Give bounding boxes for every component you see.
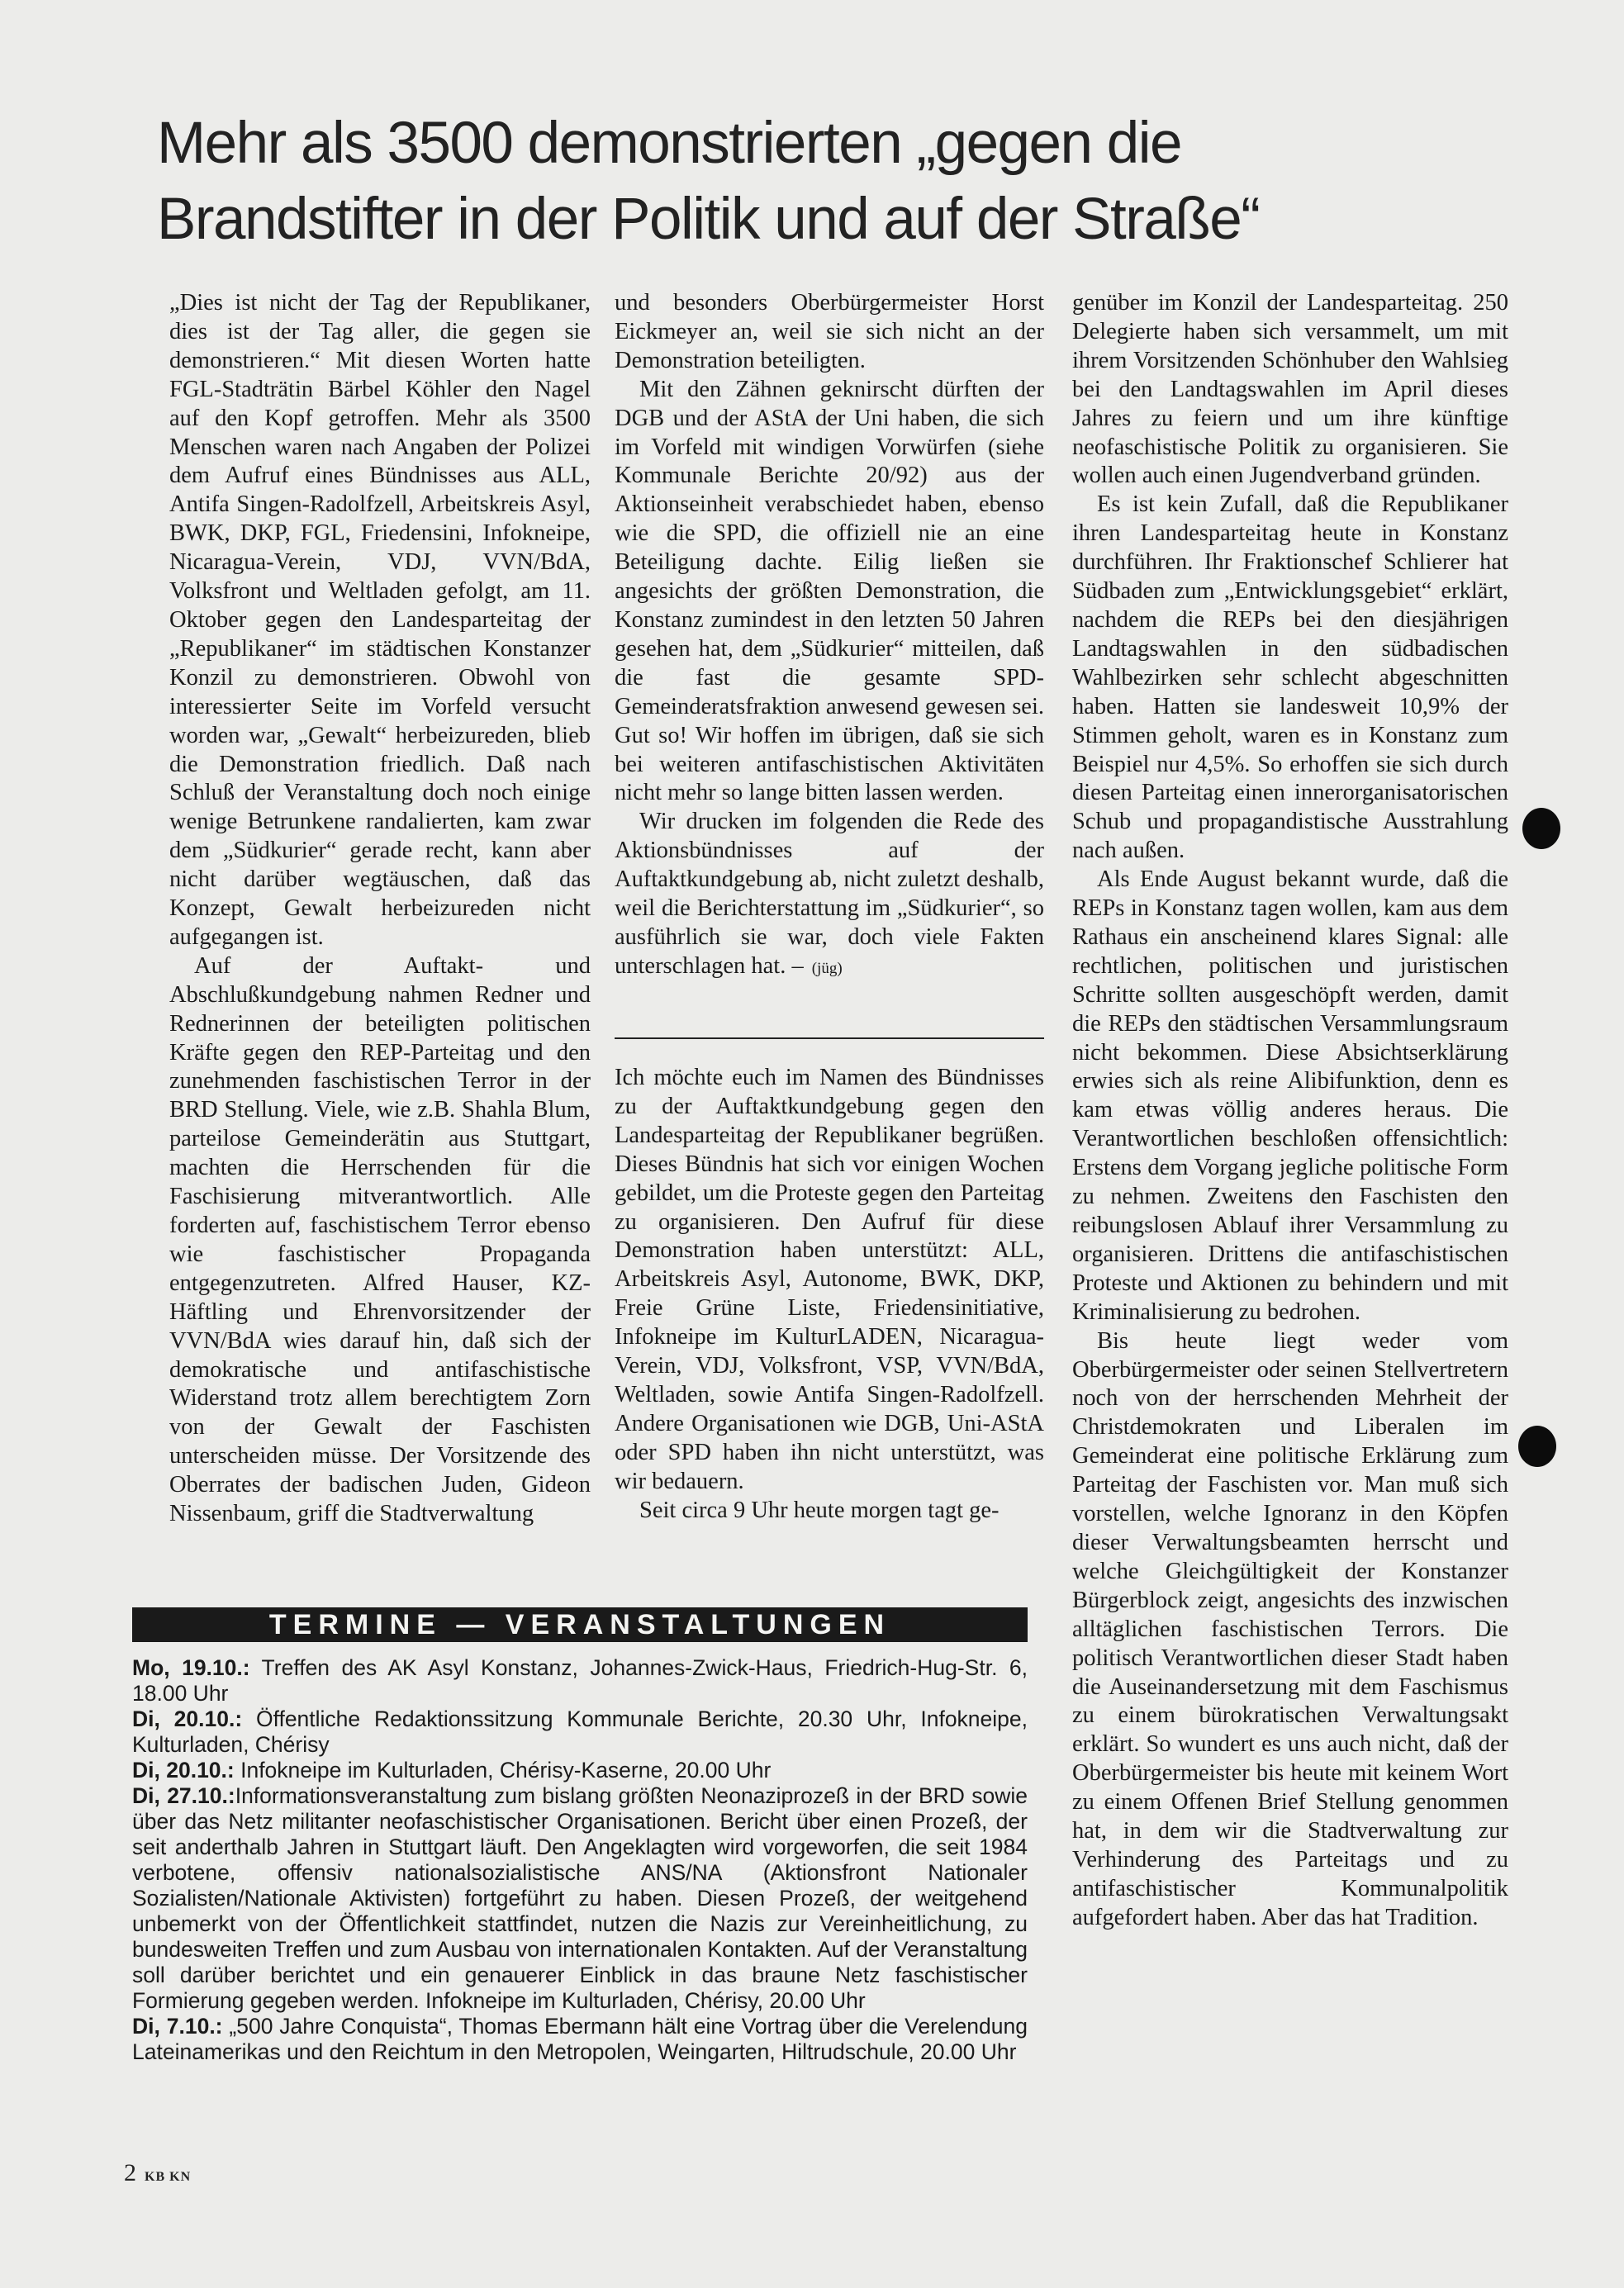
article-paragraph: [615, 808, 1044, 983]
article-paragraph: Es ist kein Zufall, daß die Republikaner ihren Landesparteitag heute in Konstanz durchführen. Ihr Fraktionschef Schlierer hat Südbaden zum „Entwicklungsgebiet“ erklärt, nachdem die REPs bei den diesjährigen Landtagswahlen in den südbadischen Wahlbezirken sehr schlecht abgeschnitten haben. Hatten sie landesweit 10,9% der Stimmen geholt, waren es in Konstanz zum Beispiel nur 4,5%. So erhoffen sie sich durch diesen Parteitag einen innerorganisatorischen Schub und propagandistische Ausstrahlung nach außen.: [1072, 491, 1508, 864]
events-heading-bar: [132, 1607, 1028, 1642]
event-text: Treffen des AK Asyl Konstanz, Johannes-Zwick-Haus, Friedrich-Hug-Str. 6, 18.00 Uhr: [132, 1655, 1028, 1706]
event-item: [132, 1783, 1028, 2014]
article-paragraph: „Dies ist nicht der Tag der Republikaner, dies ist der Tag aller, die gegen sie demonstrieren.“ Mit diesen Worten hatte FGL-Stadträtin Bärbel Köhler den Nagel auf den Kopf getroffen. Mehr als 3500 Menschen waren nach Angaben der Polizei dem Aufruf eines Bündnisses aus ALL, Antifa Singen-Radolfzell, Arbeitskreis Asyl, BWK, DKP, FGL, Friedensini, Infokneipe, Nicaragua-Verein, VDJ, VVN/BdA, Volksfront und Weltladen gefolgt, am 11. Oktober gegen den Landesparteitag der „Republikaner“ im städtischen Konstanzer Konzil zu demonstrieren. Obwohl von interessierter Seite im Vorfeld versucht worden war, „Gewalt“ herbeizureden, blieb die Demonstration friedlich. Daß nach Schluß der Veranstaltung doch noch einige wenige Betrunkene randalierten, kam zwar dem „Südkurier“ gerade recht, kann aber nicht darüber wegtäuschen, daß das Konzept, Gewalt herbeizureden nicht aufgegangen ist.: [169, 290, 591, 950]
event-date: Di, 20.10.:: [132, 1707, 243, 1731]
event-item: [132, 1655, 1028, 1707]
article-paragraph: Als Ende August bekannt wurde, daß die REPs in Konstanz tagen wollen, kam aus dem Rathaus ein anscheinend klares Signal: alle rechtlichen, politischen und juristischen Schritte sollten ausgeschöpft werden, damit die REPs den städtischen Versammlungsraum nicht bekommen. Diese Absichtserklärung erwies sich als reine Alibifunktion, denn es kam etwas völlig anderes heraus. Die Verantwortlichen beschloßen offensichtlich: Erstens dem Vorgang jegliche politische Form zu nehmen. Zweitens den Faschisten den reibungslosen Ablauf ihrer Versammlung zu organisieren. Drittens die antifaschistischen Proteste und Aktionen zu behindern und mit Kriminalisierung zu bedrohen.: [1072, 866, 1508, 1325]
author-byline: (jüg): [811, 959, 843, 977]
article-paragraph-text: Wir drucken im folgenden die Rede des Aktionsbündnisses auf der Auftaktkundgebung ab, nicht zuletzt deshalb, weil die Berichterstattung im „Südkurier“, so ausführlich sie war, doch viele Fakten unterschlagen hat. –: [615, 809, 1044, 979]
article-paragraph: und besonders Oberbürgermeister Horst Eickmeyer an, weil sie sich nicht an der Demonstration beteiligten.: [615, 290, 1044, 373]
headline-line-1: Mehr als 3500 demonstrierten „gegen die: [157, 111, 1181, 176]
event-date: Mo, 19.10.:: [132, 1655, 250, 1680]
section-divider: [615, 1037, 1044, 1039]
speech-paragraph: Seit circa 9 Uhr heute morgen tagt ge-: [639, 1497, 1000, 1523]
article-paragraph: Bis heute liegt weder vom Oberbürgermeister oder seinen Stellvertretern noch von der herrschenden Mehrheit der Christdemokraten und Liberalen im Gemeinderat eine politische Erklärung zum Parteitag der Faschisten vor. Man muß sich vorstellen, welche Ignoranz in den Köpfen dieser Verwaltungsbeamten herrscht und welche Gleichgültigkeit der Konstanzer Bürgerblock zeigt, angesichts des inzwischen alltäglichen faschistischen Terrors. Die politisch Verantwortlichen dieser Stadt haben die Auseinandersetzung mit dem Faschismus zu einem bürokratischen Verwaltungsakt erklärt. So wundert es uns auch nicht, daß der Oberbürgermeister bis heute mit keinem Wort zu einem Offenen Brief Stellung genommen hat, in dem wir die Stadtverwaltung zur Verhinderung des Parteitags und zu antifaschistischer Kommunalpolitik aufgefordert haben. Aber das hat Tradition.: [1072, 1327, 1508, 1930]
events-heading: TERMINE — VERANSTALTUNGEN: [268, 1608, 891, 1640]
speech-paragraph: Ich möchte euch im Namen des Bündnisses zu der Auftaktkundgebung gegen den Landesparteitag der Republikaner begrüßen. Dieses Bündnis hat sich vor einigen Wochen gebildet, um die Proteste gegen den Parteitag zu organisieren. Den Aufruf für diese Demonstration haben unterstützt: ALL, Arbeitskreis Asyl, Autonome, BWK, DKP, Freie Grüne Liste, Friedensinitiative, Infokneipe im KulturLADEN, Nicaragua-Verein, VDJ, Volksfront, VSP, VVN/BdA, Weltladen, sowie Antifa Singen-Radolfzell. Andere Organisationen wie DGB, Uni-AStA oder SPD haben ihn nicht unterstützt, was wir bedauern.: [615, 1065, 1044, 1494]
article-column-2: [615, 289, 1044, 984]
article-paragraph: Mit den Zähnen geknirscht dürften der DGB und der AStA der Uni haben, die sich im Vorfeld mit windigen Vorwürfen (siehe Kommunale Berichte 20/92) aus der Aktionseinheit verabschiedet haben, ebenso wie die SPD, die offiziell nie an eine Beteiligung dachte. Eilig ließen sie angesichts der größten Demonstration, die Konstanz zumindest in den letzten 50 Jahren gesehen hat, dem „Südkurier“ mitteilen, daß die fast die gesamte SPD-Gemeinderatsfraktion anwesend gewesen sei. Gut so! Wir hoffen im übrigen, daß sie sich bei weiteren antifaschistischen Aktivitäten nicht mehr so lange bitten lassen werden.: [615, 376, 1044, 806]
article-column-1: [169, 289, 591, 1529]
event-date: Di, 7.10.:: [132, 2014, 223, 2039]
event-text: „500 Jahre Conquista“, Thomas Ebermann hält eine Vortrag über die Verelendung Lateinamerikas und den Reichtum in den Metropolen, Weingarten, Hiltrudschule, 20.00 Uhr: [132, 2014, 1028, 2064]
page-number: 2: [124, 2159, 136, 2186]
events-list: [132, 1655, 1028, 2065]
article-paragraph: Auf der Auftakt- und Abschlußkundgebung nahmen Redner und Rednerinnen der beteiligten politischen Kräfte gegen den REP-Parteitag und den zunehmenden faschistischen Terror in der BRD Stellung. Viele, wie z.B. Shahla Blum, parteilose Gemeinderätin aus Stuttgart, machten die Herrschenden für die Faschisierung mitverantwortlich. Alle forderten auf, faschistischem Terror ebenso wie faschistischer Propaganda entgegenzutreten. Alfred Hauser, KZ-Häftling und Ehrenvorsitzender der VVN/BdA wies darauf hin, daß sich der demokratische und antifaschistische Widerstand trotz allem berechtigtem Zorn von der Gewalt der Faschisten unterscheiden müsse. Der Vorsitzende des Oberrates der badischen Juden, Gideon Nissenbaum, griff die Stadtverwaltung: [169, 952, 591, 1527]
headline: [157, 106, 1512, 258]
event-item: [132, 1707, 1028, 1758]
event-text: Informationsveranstaltung zum bislang größten Neonaziprozeß in der BRD sowie über das Netz militanter neofaschistischer Organisationen. Bericht über einen Prozeß, der seit anderthalb Jahren in Stuttgart läuft. Den Angeklagten wird vorgeworfen, die seit 1984 verbotene, offensiv nationalsozialistische ANS/NA (Aktionsfront Nationaler Sozialisten/Nationale Aktivisten) fortgeführt zu haben. Diesen Prozeß, der weitgehend unbemerkt von der Öffentlichkeit stattfindet, nutzen die Nazis zur Vereinheitlichung, zu bundesweiten Treffen und zum Ausbau von internationalen Kontakten. Auf der Veranstaltung soll darüber berichtet und ein genauerer Einblick in das braune Netz faschistischer Formierung gegeben werden. Infokneipe im Kulturladen, Chérisy, 20.00 Uhr: [132, 1783, 1028, 2013]
page-footer: [124, 2159, 191, 2187]
speech-column: [615, 1064, 1044, 1526]
publication-label: KB KN: [145, 2170, 192, 2184]
article-column-3: [1072, 289, 1508, 1933]
punch-hole-mark: [1522, 808, 1560, 849]
event-item: [132, 1758, 1028, 1783]
punch-hole-mark: [1518, 1426, 1556, 1467]
event-text: Öffentliche Redaktionssitzung Kommunale Berichte, 20.30 Uhr, Infokneipe, Kulturladen, Chérisy: [132, 1707, 1028, 1757]
headline-line-2: Brandstifter in der Politik und auf der Straße“: [157, 187, 1260, 252]
event-date: Di, 27.10.:: [132, 1783, 235, 1808]
article-paragraph: genüber im Konzil der Landesparteitag. 250 Delegierte haben sich versammelt, um mit ihrem Vorsitzenden Schönhuber den Wahlsieg bei den Landtagswahlen im April dieses Jahres zu feiern und um ihre künftige neofaschistische Politik zu organisieren. Sie wollen auch einen Jugendverband gründen.: [1072, 290, 1508, 489]
event-item: [132, 2014, 1028, 2065]
event-text: Infokneipe im Kulturladen, Chérisy-Kaserne, 20.00 Uhr: [234, 1758, 772, 1782]
event-date: Di, 20.10.:: [132, 1758, 235, 1782]
